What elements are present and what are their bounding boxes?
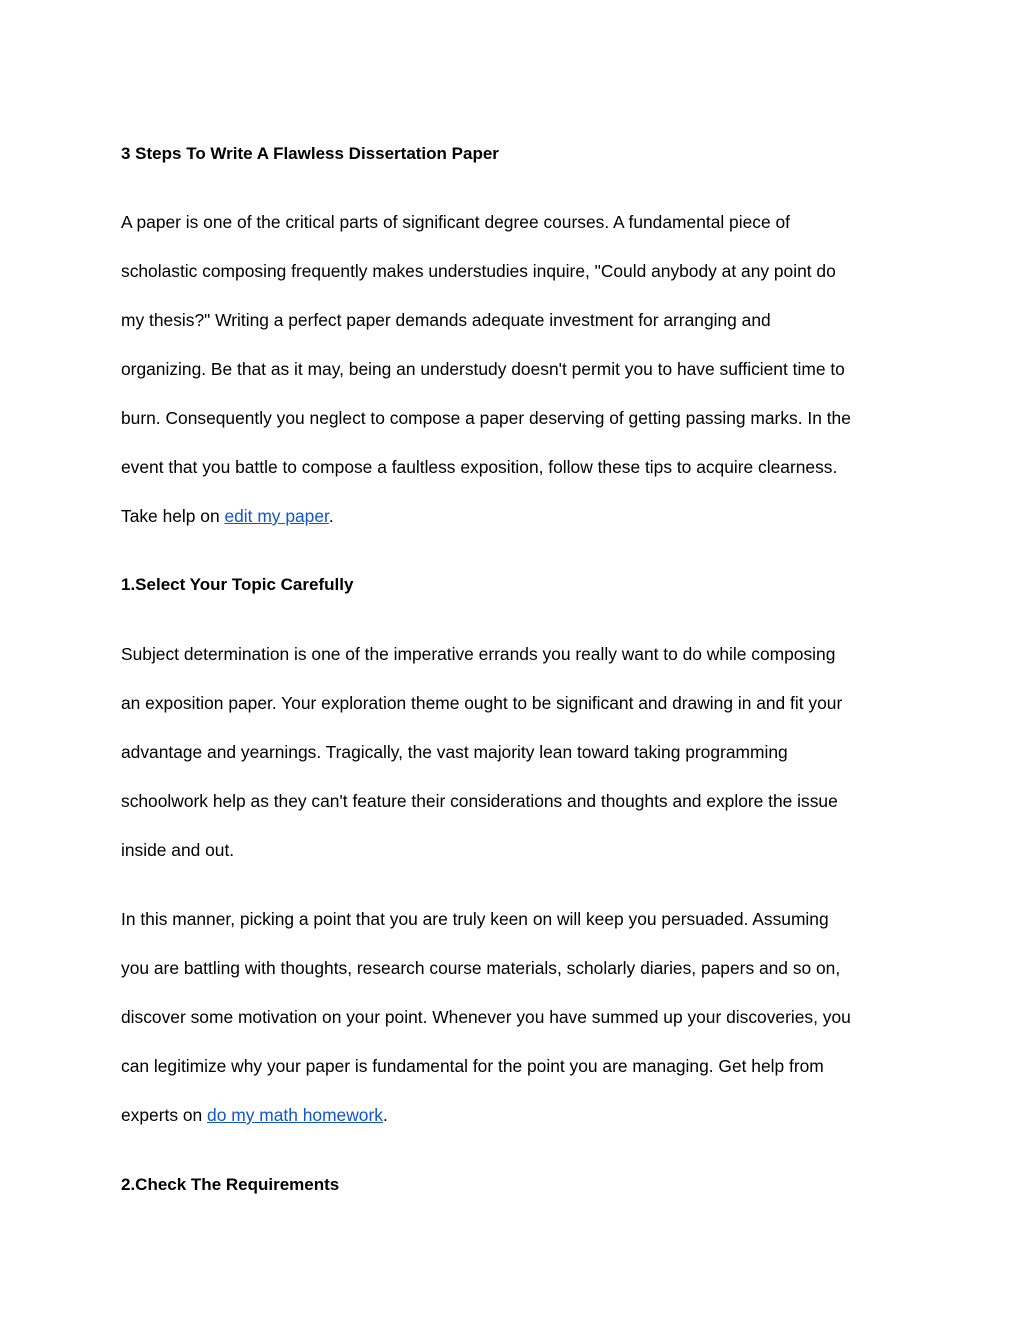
intro-line: my thesis?" Writing a perfect paper demands adequate investment for arranging and	[121, 310, 771, 330]
intro-line: burn. Consequently you neglect to compose a paper deserving of getting passing marks. In the	[121, 408, 851, 428]
intro-line: event that you battle to compose a faultless exposition, follow these tips to acquire clearness.	[121, 457, 838, 477]
section1-para1-line: Subject determination is one of the imperative errands you really want to do while composing	[121, 644, 836, 664]
intro-line: organizing. Be that as it may, being an understudy doesn't permit you to have sufficient time to	[121, 359, 845, 379]
intro-last-line-suffix: .	[328, 506, 334, 526]
section1-para2-last-prefix: experts on	[121, 1105, 208, 1125]
intro-line: scholastic composing frequently makes understudies inquire, "Could anybody at any point do	[121, 261, 836, 281]
intro-last-line-prefix: Take help on	[121, 506, 225, 526]
intro-line: A paper is one of the critical parts of significant degree courses. A fundamental piece of	[121, 212, 790, 232]
section1-para1-line: an exposition paper. Your exploration theme ought to be significant and drawing in and fit your	[121, 693, 843, 713]
edit-my-paper-link[interactable]: edit my paper	[224, 506, 329, 526]
section1-para1-line: inside and out.	[121, 840, 235, 860]
section1-para1-line: advantage and yearnings. Tragically, the vast majority lean toward taking programming	[121, 742, 788, 762]
section1-para1-line: schoolwork help as they can't feature their considerations and thoughts and explore the issue	[121, 791, 838, 811]
section1-para2-line: can legitimize why your paper is fundamental for the point you are managing. Get help from	[121, 1056, 824, 1076]
section1-para2-last-suffix: .	[382, 1105, 388, 1125]
document-title: 3 Steps To Write A Flawless Dissertation Paper	[121, 144, 499, 163]
section2-heading: 2.Check The Requirements	[121, 1175, 340, 1194]
section1-para2-line: discover some motivation on your point. Whenever you have summed up your discoveries, you	[121, 1007, 851, 1027]
section1-para2-line: In this manner, picking a point that you are truly keen on will keep you persuaded. Assuming	[121, 909, 829, 929]
section1-para2-last-line	[121, 1103, 388, 1127]
section1-heading: 1.Select Your Topic Carefully	[121, 575, 354, 594]
section1-para2-line: you are battling with thoughts, research course materials, scholarly diaries, papers and so on,	[121, 958, 841, 978]
do-my-math-homework-link[interactable]: do my math homework	[207, 1105, 383, 1125]
intro-last-line	[121, 504, 334, 528]
